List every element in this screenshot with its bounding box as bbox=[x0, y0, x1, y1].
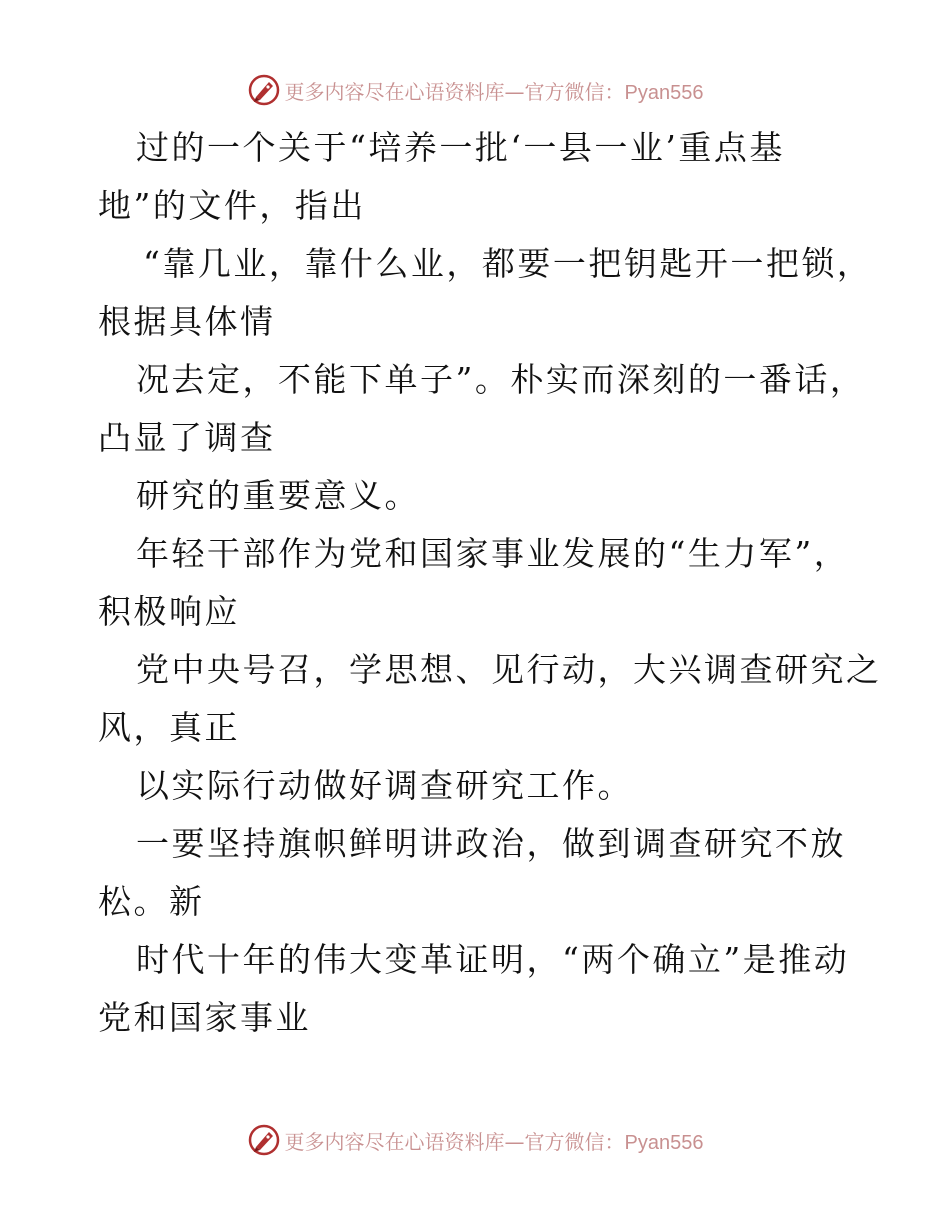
watermark-text: 更多内容尽在心语资料库—官方微信： bbox=[284, 79, 625, 104]
text-line: 一要坚持旗帜鲜明讲政治，做到调查研究不放 bbox=[136, 824, 846, 863]
pen-nib-logo-icon bbox=[247, 1123, 281, 1157]
pen-nib-logo-icon bbox=[247, 73, 281, 107]
text-line: 地”的文件，指出 bbox=[98, 186, 366, 225]
footer-watermark bbox=[0, 1120, 950, 1160]
text-line: 以实际行动做好调查研究工作。 bbox=[136, 766, 633, 805]
text-line: 积极响应 bbox=[98, 592, 240, 631]
text-line: 况去定，不能下单子”。朴实而深刻的一番话， bbox=[136, 360, 866, 399]
text-line: 党中央号召，学思想、见行动，大兴调查研究之 bbox=[136, 650, 882, 689]
text-line: 年轻干部作为党和国家事业发展的“生力军”， bbox=[136, 534, 850, 573]
text-line: 研究的重要意义。 bbox=[136, 476, 420, 515]
watermark-wechat-id: Pyan556 bbox=[624, 81, 704, 104]
text-line: 党和国家事业 bbox=[98, 998, 311, 1037]
text-line: 凸显了调查 bbox=[98, 418, 276, 457]
text-line: 根据具体情 bbox=[98, 302, 276, 341]
watermark-text: 更多内容尽在心语资料库—官方微信： bbox=[284, 1129, 625, 1154]
header-watermark bbox=[0, 70, 950, 110]
text-line: “靠几业，靠什么业，都要一把钥匙开一把锁， bbox=[143, 244, 873, 283]
text-line: 松。新 bbox=[98, 882, 205, 921]
text-line: 过的一个关于“培养一批‘一县一业’重点基 bbox=[136, 128, 785, 167]
text-line: 风，真正 bbox=[98, 708, 240, 747]
text-line: 时代十年的伟大变革证明，“两个确立”是推动 bbox=[136, 940, 850, 979]
watermark-wechat-id: Pyan556 bbox=[624, 1131, 704, 1154]
